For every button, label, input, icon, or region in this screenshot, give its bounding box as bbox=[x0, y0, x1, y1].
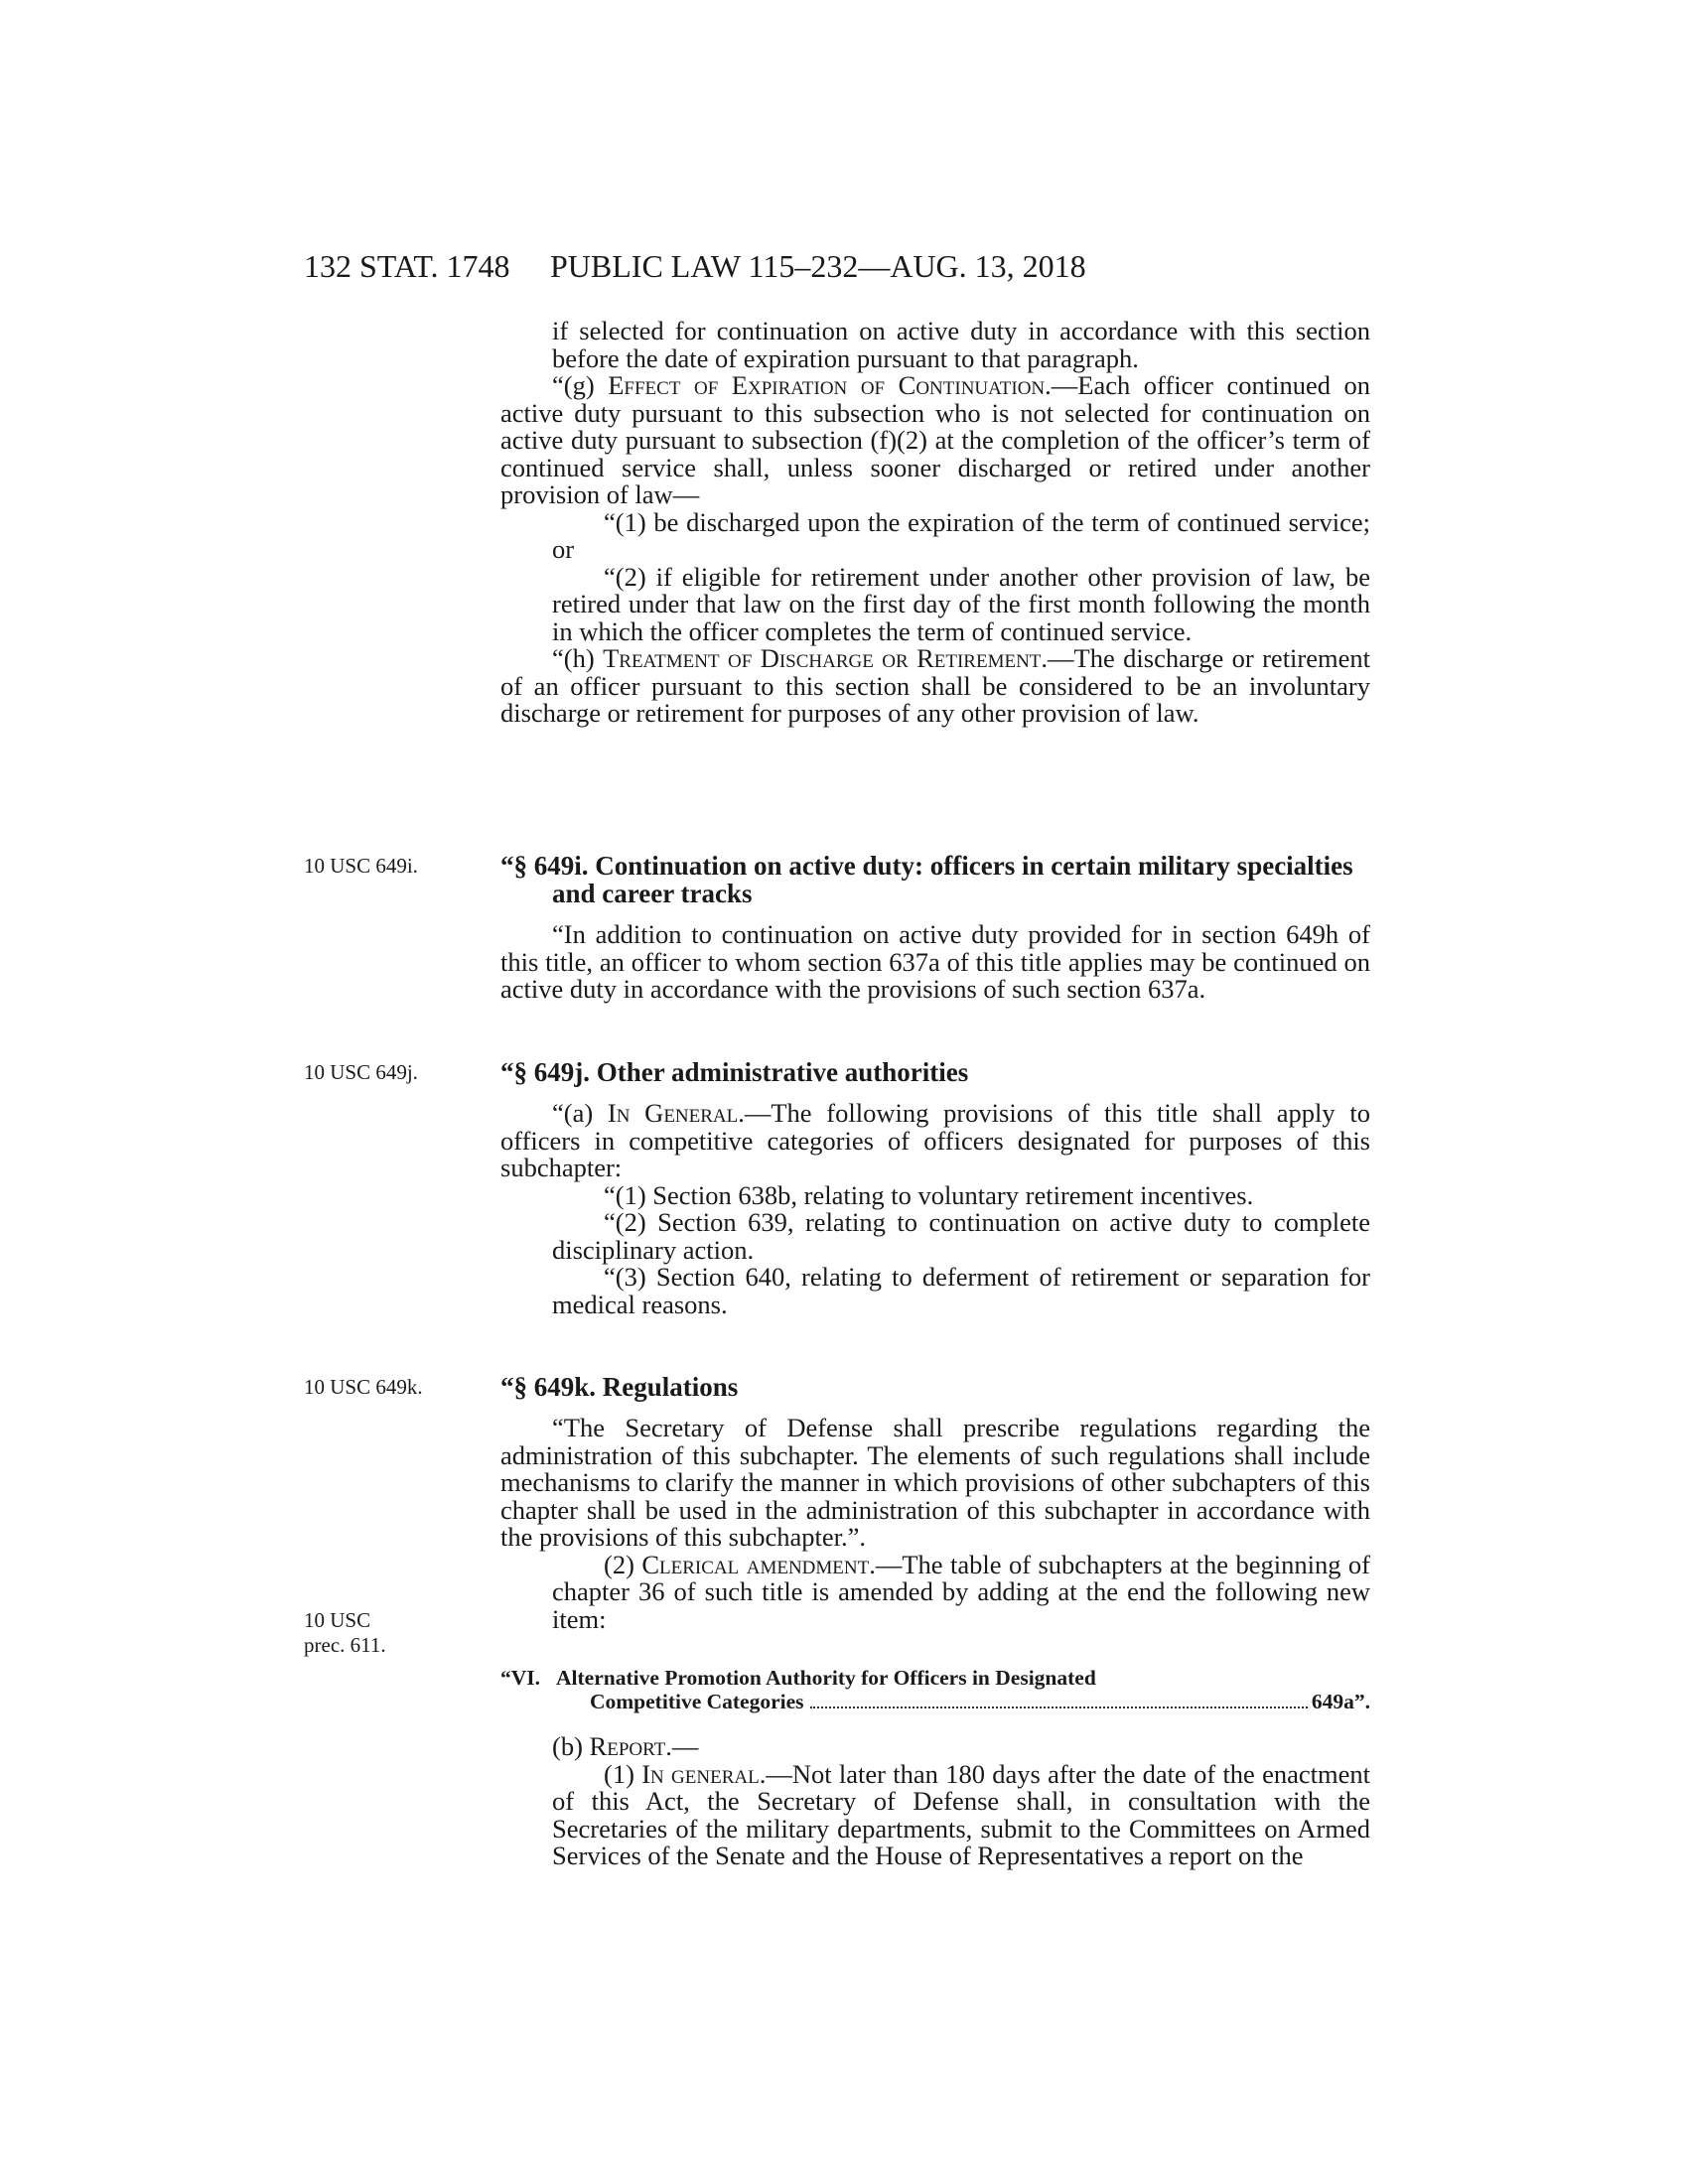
section-649i-title: “§ 649i. Continuation on active duty: officers in certain military specialties and career tracks bbox=[500, 851, 1353, 908]
clerical-amendment-heading: Clerical amendment bbox=[641, 1549, 870, 1579]
clerical-amendment bbox=[500, 1549, 1370, 1634]
subsection-g-heading: Effect of Expiration of Continuation bbox=[608, 370, 1046, 400]
paragraph-continued: if selected for continuation on active duty in accordance with this section before the date of expiration pursuant to that paragraph. bbox=[552, 316, 1370, 373]
running-header bbox=[304, 248, 1370, 288]
subsection-b-heading: Report bbox=[589, 1731, 666, 1761]
subsection-g-text: .—Each officer continued on active duty pursuant to this subsection who is not selected for continuation on active duty pursuant to subsection (f)(2) at the completion of the officer’s term of continued service shall, unless sooner discharged or retired under another provision of law— bbox=[500, 370, 1370, 509]
subsection-a bbox=[500, 1100, 1370, 1182]
paragraph-a2: “(2) Section 639, relating to continuation on active duty to complete disciplinary action. bbox=[552, 1207, 1370, 1265]
toc-entry bbox=[500, 1666, 1370, 1714]
margin-note-649j: 10 USC 649j. bbox=[304, 1060, 418, 1084]
subsection-h bbox=[500, 645, 1370, 728]
section-649i bbox=[500, 852, 1370, 1004]
subsection-a-open: “(a) bbox=[552, 1098, 608, 1128]
margin-note-prec611 bbox=[304, 1608, 386, 1658]
toc-body bbox=[556, 1666, 1370, 1714]
paragraph-a3: “(3) Section 640, relating to deferment of retirement or separation for medical reasons. bbox=[552, 1262, 1370, 1319]
paragraph-b1 bbox=[500, 1758, 1371, 1870]
clerical-amendment-text: .—The table of subchapters at the beginning of chapter 36 of such title is amended by adding at the end the following new item: bbox=[552, 1549, 1370, 1634]
section-649k bbox=[500, 1373, 1370, 1633]
toc-title-line2-row bbox=[556, 1690, 1370, 1714]
section-649i-text: “In addition to continuation on active duty provided for in section 649h of this title, an officer to whom section 637a of this title applies may be continued on active duty in accordance with the provisions of such section 637a. bbox=[500, 919, 1370, 1004]
paragraph-b1-heading: In general bbox=[641, 1758, 760, 1789]
paragraph-g1: “(1) be discharged upon the expiration of the term of continued service; or bbox=[552, 506, 1370, 564]
margin-note-line: prec. 611. bbox=[304, 1633, 386, 1657]
section-649k-text: “The Secretary of Defense shall prescribe regulations regarding the administration of this subchapter. The elements of such regulations shall include mechanisms to clarify the manner in which provisions of other subchapters of this chapter shall be used in the administration of this subchapter in accordance with the provisions of this subchapter.”. bbox=[500, 1413, 1370, 1552]
paragraph-b1-open: (1) bbox=[604, 1758, 642, 1789]
margin-note-649i: 10 USC 649i. bbox=[304, 854, 418, 878]
paragraph-b1-text: .—Not later than 180 days after the date of the enactment of this Act, the Secretary of Defense shall, in consultation with the Secretaries of the military departments, submit to the Committees on Armed Services of the Senate and the House of Representatives a report on the bbox=[552, 1758, 1371, 1870]
subsection-b-dash: .— bbox=[665, 1731, 699, 1761]
clerical-amendment-open: (2) bbox=[604, 1549, 642, 1579]
subsection-b bbox=[500, 1733, 1370, 1870]
margin-note-line: 10 USC bbox=[304, 1608, 371, 1632]
subsection-h-heading: Treatment of Discharge or Retirement bbox=[603, 643, 1042, 673]
paragraph-a1: “(1) Section 638b, relating to voluntary retirement incentives. bbox=[604, 1179, 1254, 1210]
subsection-g-open: “(g) bbox=[552, 370, 609, 400]
subsection-a-heading: In General bbox=[607, 1098, 739, 1128]
toc-number: “VI. bbox=[500, 1666, 541, 1690]
subsection-a-text: .—The following provisions of this title shall apply to officers in competitive categories of officers designated for purposes of this subchapter: bbox=[500, 1098, 1370, 1182]
header-title: PUBLIC LAW 115–232—AUG. 13, 2018 bbox=[550, 248, 1086, 284]
subsection-h-text: .—The discharge or retirement of an officer pursuant to this section shall be considered to be an involuntary discharge or retirement for purposes of any other provision of law. bbox=[500, 643, 1370, 728]
section-649k-title: “§ 649k. Regulations bbox=[500, 1372, 739, 1402]
subsection-h-open: “(h) bbox=[552, 643, 604, 673]
toc-title-line2: Competitive Categories bbox=[590, 1690, 804, 1713]
margin-note-649k: 10 USC 649k. bbox=[304, 1375, 423, 1399]
text-block-upper bbox=[500, 318, 1370, 728]
toc-page: 649a”. bbox=[1311, 1690, 1370, 1713]
section-649j-title: “§ 649j. Other administrative authorities bbox=[500, 1057, 969, 1087]
toc-leader-dots bbox=[810, 1706, 1308, 1708]
toc-title-line1: Alternative Promotion Authority for Officers in Designated bbox=[556, 1666, 1096, 1690]
section-649j bbox=[500, 1058, 1370, 1318]
subsection-b-heading-line bbox=[500, 1733, 1370, 1761]
page-reference: 132 STAT. 1748 bbox=[304, 248, 510, 284]
table-of-subchapters-item bbox=[500, 1666, 1370, 1714]
paragraph-g2: “(2) if eligible for retirement under another other provision of law, be retired under that law on the first day of the first month following the month in which the officer completes the term of continued service. bbox=[552, 561, 1370, 646]
subsection-b-open: (b) bbox=[552, 1731, 590, 1761]
subsection-g bbox=[500, 372, 1370, 509]
